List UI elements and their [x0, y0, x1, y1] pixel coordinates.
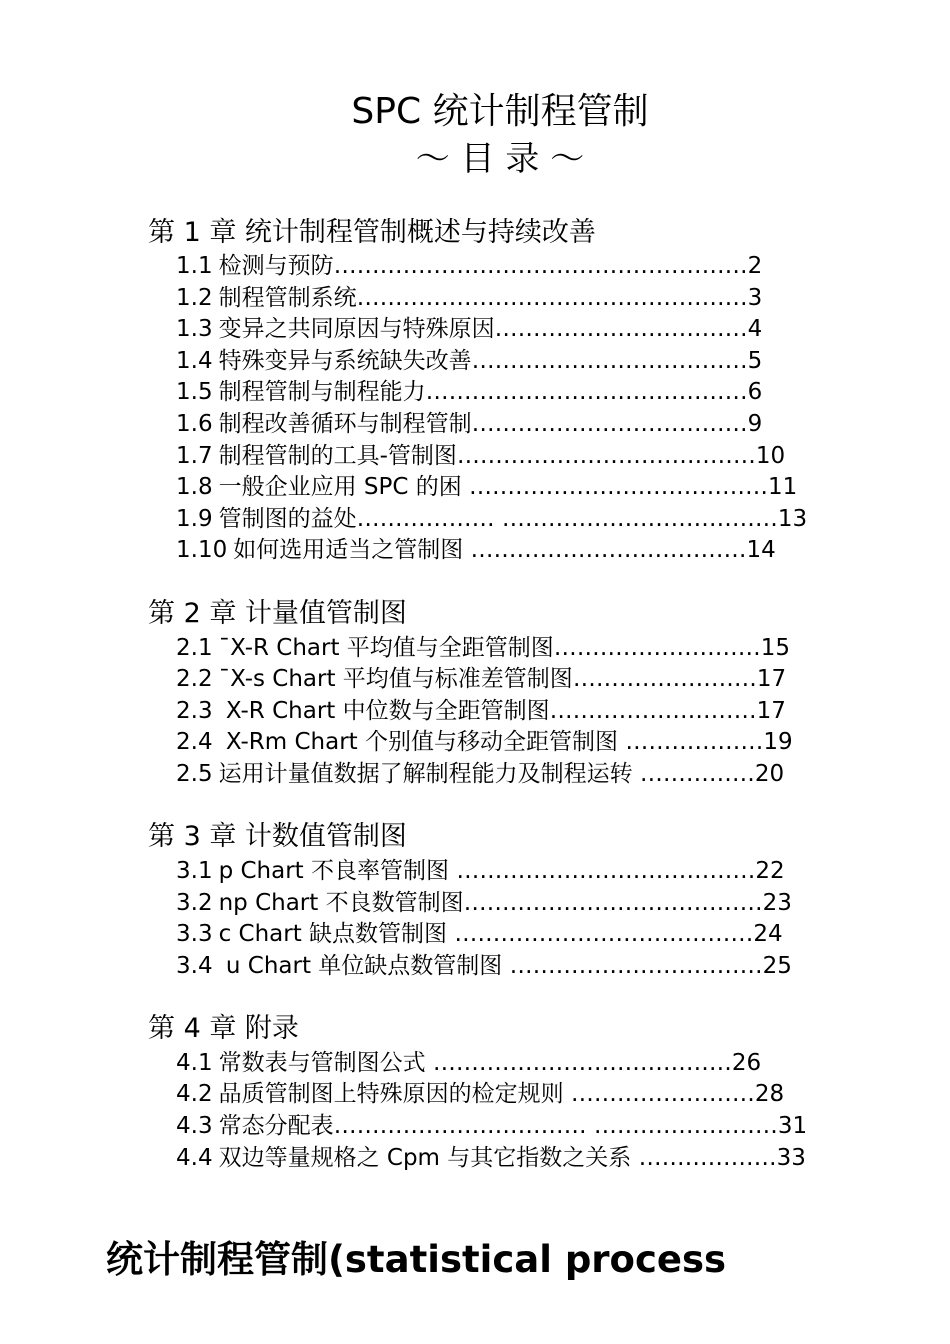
entry-title: 制程管制的工具-管制图	[218, 443, 457, 469]
entry-title: c Chart 缺点数管制图	[218, 921, 448, 947]
entry-leader: ……………	[632, 761, 755, 787]
entry-number: 4.3	[176, 1113, 213, 1139]
entry-leader: …………………………………	[447, 921, 754, 947]
entry-title: 常态分配表	[218, 1113, 334, 1139]
entry-number: 4.1	[176, 1050, 213, 1076]
entry-number: 2.3	[176, 698, 213, 724]
entry-page: 17	[756, 666, 787, 692]
entry-title: 运用计量值数据了解制程能力及制程运转	[218, 761, 633, 787]
toc-entry[interactable]	[176, 727, 793, 757]
entry-number: 2.4	[176, 729, 213, 755]
entry-title: 一般企业应用 SPC 的困	[218, 474, 462, 500]
entry-page: 26	[731, 1050, 762, 1076]
entry-page: 10	[755, 443, 786, 469]
entry-page: 2	[747, 253, 763, 279]
entry-number: 1.5	[176, 379, 213, 405]
entry-title: 检测与预防	[218, 253, 334, 279]
toc-entry[interactable]	[176, 441, 785, 471]
entry-number: 2.5	[176, 761, 213, 787]
toc-entry[interactable]	[176, 951, 792, 981]
chapter-1-heading: 第 1 章 统计制程管制概述与持续改善	[148, 217, 596, 248]
toc-entry[interactable]	[176, 1143, 806, 1173]
entry-page: 20	[754, 761, 785, 787]
entry-title: ¯X-R Chart 平均值与全距管制图	[218, 635, 554, 661]
entry-page: 19	[763, 729, 793, 755]
toc-entry[interactable]	[176, 664, 786, 694]
entry-number: 3.1	[176, 858, 213, 884]
section-heading: 统计制程管制(statistical process	[106, 1238, 727, 1281]
entry-title: u Chart 单位缺点数管制图	[218, 953, 503, 979]
entry-title: 如何选用适当之管制图	[233, 537, 464, 563]
entry-title: 制程管制系统	[218, 285, 357, 311]
entry-leader: ……………………………	[502, 953, 763, 979]
entry-number: 1.8	[176, 474, 213, 500]
entry-title: 常数表与管制图公式	[218, 1050, 426, 1076]
entry-title: 制程改善循环与制程管制	[218, 411, 472, 437]
entry-title: X-Rm Chart 个别值与移动全距管制图	[218, 729, 619, 755]
entry-page: 13	[777, 506, 808, 532]
entry-number: 3.3	[176, 921, 213, 947]
entry-page: 28	[754, 1081, 785, 1107]
entry-number: 2.1	[176, 635, 213, 661]
entry-page: 15	[760, 635, 791, 661]
entry-leader: ………………………………………………	[333, 253, 748, 279]
entry-page: 22	[755, 858, 785, 884]
entry-leader: ……………… ………………………………	[356, 506, 778, 532]
toc-entry[interactable]	[176, 633, 790, 663]
toc-entry[interactable]	[176, 283, 762, 313]
entry-title: 双边等量规格之 Cpm 与其它指数之关系	[218, 1145, 632, 1171]
toc-entry[interactable]	[176, 1048, 761, 1078]
entry-number: 4.4	[176, 1145, 213, 1171]
document-title: SPC 统计制程管制	[351, 91, 649, 132]
entry-leader: …………………………………	[449, 858, 756, 884]
entry-leader: …………………………… ……………………	[333, 1113, 778, 1139]
entry-leader: ……………………	[563, 1081, 755, 1107]
entry-leader: ………………	[631, 1145, 777, 1171]
entry-title: X-R Chart 中位数与全距管制图	[218, 698, 550, 724]
entry-leader: ……………………………………………	[356, 285, 748, 311]
chapter-4-heading: 第 4 章 附录	[148, 1013, 299, 1044]
toc-entry[interactable]	[176, 535, 776, 565]
toc-subtitle: ～ 目 录 ～	[415, 139, 585, 179]
entry-leader: …………………………………	[456, 443, 756, 469]
entry-page: 11	[768, 474, 798, 500]
entry-title: 特殊变异与系统缺失改善	[218, 348, 472, 374]
entry-page: 4	[747, 316, 763, 342]
entry-page: 6	[747, 379, 763, 405]
toc-entry[interactable]	[176, 919, 783, 949]
entry-leader: ………………………………	[471, 411, 748, 437]
toc-entry[interactable]	[176, 472, 797, 502]
toc-entry[interactable]	[176, 409, 762, 439]
entry-number: 2.2	[176, 666, 213, 692]
chapter-3-heading: 第 3 章 计数值管制图	[148, 821, 407, 852]
entry-page: 17	[756, 698, 786, 724]
entry-page: 3	[747, 285, 763, 311]
entry-number: 3.2	[176, 890, 213, 916]
entry-number: 1.3	[176, 316, 213, 342]
entry-number: 1.10	[176, 537, 228, 563]
entry-number: 1.4	[176, 348, 213, 374]
entry-page: 23	[762, 890, 792, 916]
entry-leader: ………………………………	[471, 348, 748, 374]
toc-entry[interactable]	[176, 888, 792, 918]
entry-number: 3.4	[176, 953, 213, 979]
entry-number: 1.9	[176, 506, 213, 532]
toc-entry[interactable]	[176, 377, 762, 407]
entry-leader: ………………	[618, 729, 764, 755]
entry-number: 1.1	[176, 253, 213, 279]
entry-leader: …………………………………	[461, 474, 769, 500]
entry-number: 4.2	[176, 1081, 213, 1107]
entry-leader: ……………………	[572, 666, 757, 692]
entry-leader: …………………………………	[425, 1050, 732, 1076]
chapter-2-heading: 第 2 章 计量值管制图	[148, 598, 407, 629]
entry-title: np Chart 不良数管制图	[218, 890, 464, 916]
entry-page: 25	[762, 953, 792, 979]
entry-leader: ……………………………………	[425, 379, 748, 405]
entry-title: p Chart 不良率管制图	[218, 858, 450, 884]
toc-entry[interactable]	[176, 1111, 807, 1141]
toc-entry[interactable]	[176, 314, 762, 344]
entry-title: ¯X-s Chart 平均值与标准差管制图	[218, 666, 573, 692]
entry-page: 24	[753, 921, 783, 947]
entry-page: 9	[747, 411, 763, 437]
toc-entry[interactable]	[176, 759, 784, 789]
entry-number: 1.6	[176, 411, 213, 437]
entry-title: 品质管制图上特殊原因的检定规则	[218, 1081, 564, 1107]
entry-leader: ………………………	[553, 635, 761, 661]
entry-page: 14	[746, 537, 776, 563]
entry-leader: ………………………………	[463, 537, 747, 563]
entry-leader: …………………………………	[463, 890, 763, 916]
entry-title: 制程管制与制程能力	[218, 379, 426, 405]
toc-entry[interactable]	[176, 696, 786, 726]
toc-entry[interactable]	[176, 346, 762, 376]
entry-title: 管制图的益处	[218, 506, 357, 532]
entry-title: 变异之共同原因与特殊原因	[218, 316, 495, 342]
entry-leader: ……………………………	[494, 316, 748, 342]
entry-page: 33	[776, 1145, 806, 1171]
toc-entry[interactable]	[176, 856, 785, 886]
entry-page: 5	[747, 348, 763, 374]
toc-entry[interactable]	[176, 1079, 784, 1109]
toc-entry[interactable]	[176, 504, 807, 534]
entry-number: 1.7	[176, 443, 213, 469]
entry-page: 31	[777, 1113, 808, 1139]
entry-number: 1.2	[176, 285, 213, 311]
entry-leader: ………………………	[549, 698, 757, 724]
toc-entry[interactable]	[176, 251, 762, 281]
